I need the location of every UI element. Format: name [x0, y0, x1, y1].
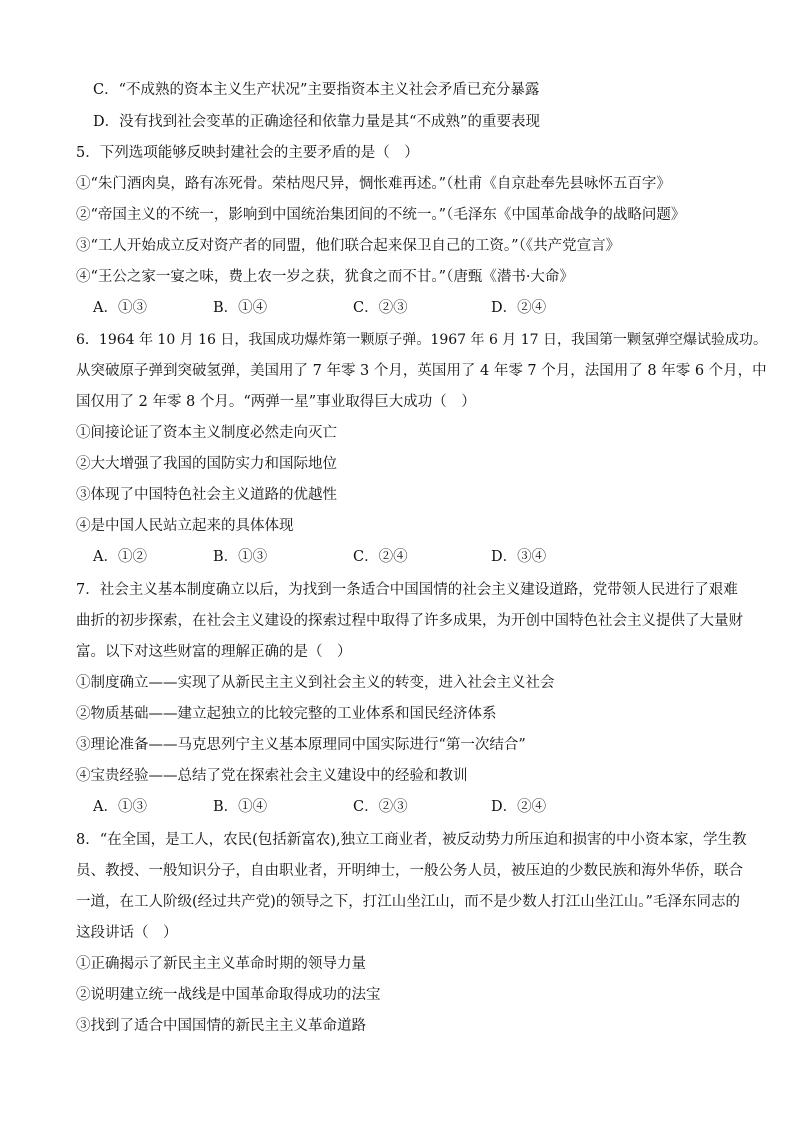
q8-item-2: ②说明建立统一战线是中国革命取得成功的法宝 [76, 987, 381, 1003]
q6-item-3: ③体现了中国特色社会主义道路的优越性 [76, 487, 337, 503]
q8-stem-line-3: 一道，在工人阶级(经过共产党)的领导之下，打江山坐江山，而不是少数人打江山坐江山。”毛泽东同志的 [76, 894, 740, 910]
q7-option-b[interactable]: B．①④ [213, 799, 268, 815]
q6-option-c[interactable]: C．②④ [353, 549, 408, 565]
q5-option-c[interactable]: C．②③ [353, 300, 408, 316]
q5-item-4: ④“王公之家一宴之味，费上农一岁之获，犹食之而不甘。”（唐甄《潜书·大命》 [76, 269, 574, 285]
q8-item-3: ③找到了适合中国国情的新民主主义革命道路 [76, 1018, 366, 1034]
q5-item-1: ①“朱门酒肉臭，路有冻死骨。荣枯咫尺异，惆怅难再述。”（杜甫《自京赴奉先县咏怀五百字》 [76, 176, 671, 192]
q7-stem-line-1: 7．社会主义基本制度确立以后，为找到一条适合中国国情的社会主义建设道路，党带领人民进行了艰难 [76, 582, 738, 598]
q7-option-d[interactable]: D．②④ [491, 799, 547, 815]
q8-stem-line-1: 8．“在全国，是工人，农民(包括新富农),独立工商业者，被反动势力所压迫和损害的中小资本家，学生教 [76, 832, 747, 848]
q8-item-1: ①正确揭示了新民主主义革命时期的领导力量 [76, 956, 366, 972]
q5-option-b[interactable]: B．①④ [213, 300, 268, 316]
q8-stem-line-4: 这段讲话（ ） [76, 925, 178, 941]
q6-option-a[interactable]: A．①② [93, 549, 147, 565]
q7-item-4: ④宝贵经验——总结了党在探索社会主义建设中的经验和教训 [76, 768, 468, 784]
q5-item-2: ②“帝国主义的不统一，影响到中国统治集团间的不统一。”（毛泽东《中国革命战争的战略问题》 [76, 207, 686, 223]
q6-stem-line-1: 6．1964 年 10 月 16 日，我国成功爆炸第一颗原子弹。1967 年 6 月 17 日，我国第一颗氢弹空爆试验成功。 [76, 332, 768, 348]
q8-stem-line-2: 员、教授、一般知识分子，自由职业者，开明绅士，一般公务人员，被压迫的少数民族和海外华侨，联合 [76, 863, 743, 879]
q5-option-a[interactable]: A．①③ [93, 300, 147, 316]
q6-option-b[interactable]: B．①③ [213, 549, 268, 565]
q7-item-3: ③理论准备——马克思列宁主义基本原理同中国实际进行“第一次结合” [76, 737, 526, 753]
q7-option-a[interactable]: A．①③ [93, 799, 147, 815]
q7-item-2: ②物质基础——建立起独立的比较完整的工业体系和国民经济体系 [76, 706, 497, 722]
q6-item-1: ①间接论证了资本主义制度必然走向灭亡 [76, 425, 337, 441]
q7-stem-line-3: 富。以下对这些财富的理解正确的是（ ） [76, 644, 352, 660]
q6-item-2: ②大大增强了我国的国防实力和国际地位 [76, 456, 337, 472]
q6-item-4: ④是中国人民站立起来的具体体现 [76, 518, 294, 534]
q6-option-d[interactable]: D．③④ [491, 549, 547, 565]
q5-item-3: ③“工人开始成立反对资产者的同盟，他们联合起来保卫自己的工资。”（《共产党宣言》 [76, 238, 621, 254]
q7-stem-line-2: 曲折的初步探索，在社会主义建设的探索过程中取得了许多成果，为开创中国特色社会主义提供了大量财 [76, 613, 743, 629]
q5-stem: 5．下列选项能够反映封建社会的主要矛盾的是（ ） [76, 145, 419, 161]
q6-stem-line-3: 国仅用了 2 年零 8 个月。“两弹一星”事业取得巨大成功（ ） [76, 394, 476, 410]
q5-option-d[interactable]: D．②④ [491, 300, 547, 316]
q7-item-1: ①制度确立——实现了从新民主主义到社会主义的转变，进入社会主义社会 [76, 675, 555, 691]
q7-option-c[interactable]: C．②③ [353, 799, 408, 815]
q4-option-c: C．“不成熟的资本主义生产状况”主要指资本主义社会矛盾已充分暴露 [93, 82, 540, 98]
q6-stem-line-2: 从突破原子弹到突破氢弹，美国用了 7 年零 3 个月，英国用了 4 年零 7 个月，法国用了 8 年零 6 个月，中 [76, 363, 767, 379]
q4-option-d: D．没有找到社会变革的正确途径和依靠力量是其“不成熟”的重要表现 [93, 114, 540, 130]
